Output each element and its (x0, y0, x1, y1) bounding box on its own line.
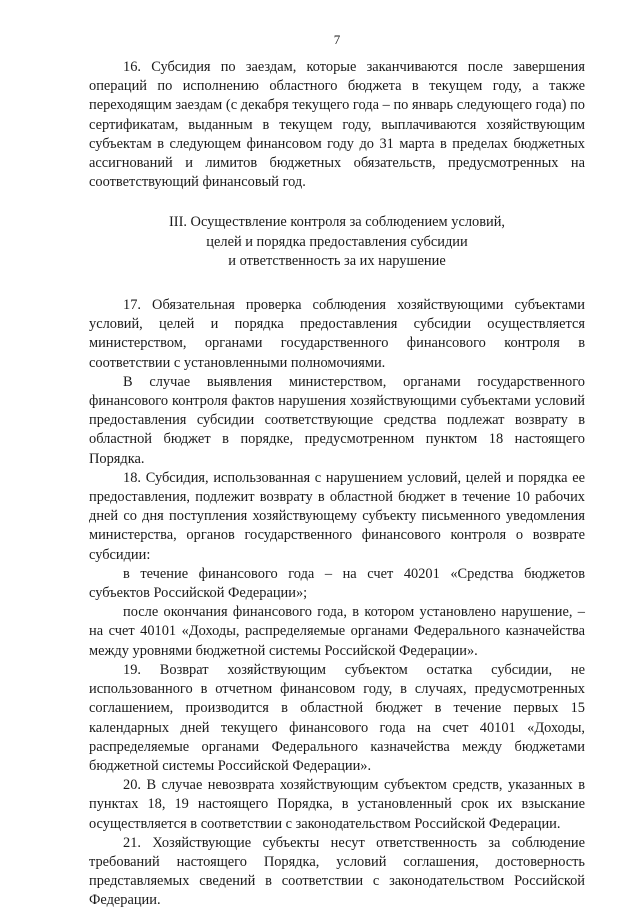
paragraph-18-during-year: в течение финансового года – на счет 40201 «Средства бюджетов субъектов Российской Федерации»; (89, 565, 585, 602)
section-title-line-1: III. Осуществление контроля за соблюдением условий, (168, 214, 505, 231)
paragraph-18-after-year: после окончания финансового года, в котором установлено нарушение, – на счет 40101 «Доходы, распределяемые органами Федерального казначейства между уровнями бюджетной системы Российской Федерации». (89, 604, 585, 659)
paragraph-17-violation: В случае выявления министерством, органами государственного финансового контроля фактов нарушения хозяйствующими субъектами условий предоставления субсидии соответствующие средства подлежат возврату в областной бюджет в порядке, предусмотренном пунктом 18 настоящего Порядка. (89, 373, 585, 467)
paragraph-16: 16. Субсидия по заездам, которые заканчиваются после завершения операций по исполнению областного бюджета в текущем году, а также переходящим заездам (с декабря текущего года – по январь следующего года) по сертификатам, выданным в текущем году, выплачиваются хозяйствующим субъектам в следующем финансовом году до 31 марта в пределах бюджетных ассигнований и лимитов бюджетных обязательств, предусмотренных на соответствующий финансовый год. (89, 59, 585, 191)
paragraph-20: 20. В случае невозврата хозяйствующим субъектом средств, указанных в пунктах 18, 19 настоящего Порядка, в установленный срок их взыскание осуществляется в соответствии с законодательством Российской Федерации. (89, 777, 585, 832)
paragraph-17: 17. Обязательная проверка соблюдения хозяйствующими субъектами условий, целей и порядка предоставления субсидии осуществляется министерством, органами государственного финансового контроля в соответствии с установленными полномочиями. (89, 297, 585, 371)
paragraph-18: 18. Субсидия, использованная с нарушением условий, целей и порядка ее предоставления, подлежит возврату в областной бюджет в течение 10 рабочих дней со дня поступления хозяйствующему субъекту письменного уведомления министерства, органов государственного финансового контроля о возврате субсидии: (89, 469, 585, 563)
paragraph-19: 19. Возврат хозяйствующим субъектом остатка субсидии, не использованного в отчетном финансовом году, в случаях, предусмотренных соглашением, производится в областной бюджет в течение первых 15 календарных дней текущего финансового года на счет 40101 «Доходы, распределяемые органами Федерального казначейства между бюджетами бюджетной системы Российской Федерации». (89, 661, 585, 774)
document-body (89, 58, 585, 911)
section-title-line-3: и ответственность за их нарушение (228, 252, 446, 269)
page-number: 7 (333, 32, 341, 47)
section-title-line-2: целей и порядка предоставления субсидии (206, 233, 468, 250)
section-title (89, 213, 585, 271)
paragraph-21: 21. Хозяйствующие субъекты несут ответственность за соблюдение требований настоящего Порядка, условий соглашения, достоверность представляемых сведений в соответствии с законодательством Российской Федерации. (89, 834, 585, 909)
